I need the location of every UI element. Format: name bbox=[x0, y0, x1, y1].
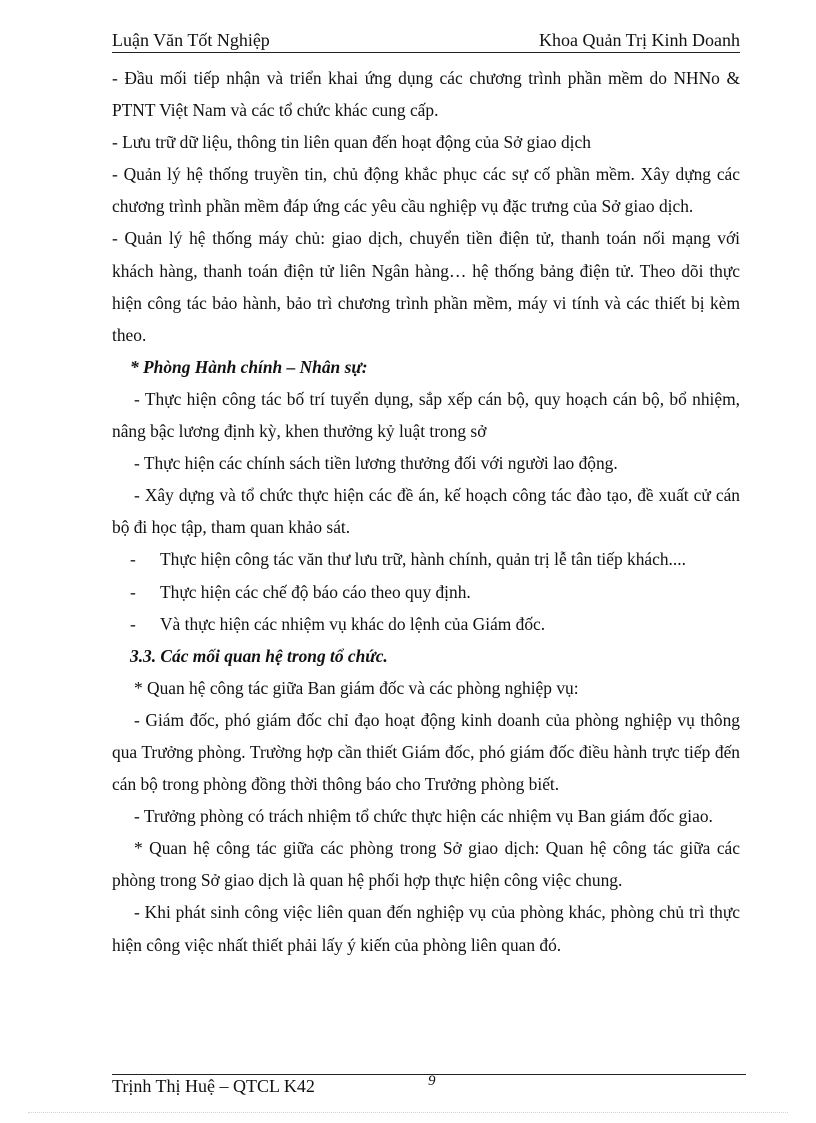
paragraph: - Đầu mối tiếp nhận và triển khai ứng dụng các chương trình phần mềm do NHNo & PTNT Việt Nam và các tổ chức khác cung cấp. bbox=[112, 68, 740, 121]
section-heading-relations bbox=[112, 640, 740, 672]
paragraph: - Thực hiện các chính sách tiền lương thưởng đối với người lao động. bbox=[134, 453, 618, 474]
list-item bbox=[112, 543, 740, 575]
document-body bbox=[112, 62, 740, 961]
list-item bbox=[112, 576, 740, 608]
section-heading-hr-text: * Phòng Hành chính – Nhân sự: bbox=[130, 356, 368, 377]
paragraph: - Quản lý hệ thống máy chủ: giao dịch, chuyển tiền điện tử, thanh toán nối mạng với khách hàng, thanh toán điện tử liên Ngân hàng… hệ thống bảng điện tử. Theo dõi thực hiện công tác bảo hành, bảo trì chương trình phần mềm, máy vi tính và các thiết bị kèm theo. bbox=[112, 228, 740, 345]
page-header bbox=[112, 28, 740, 53]
paragraph: * Quan hệ công tác giữa các phòng trong Sở giao dịch: Quan hệ công tác giữa các phòng trong Sở giao dịch là quan hệ phối hợp thực hiện công việc chung. bbox=[112, 838, 740, 891]
paragraph: * Quan hệ công tác giữa Ban giám đốc và các phòng nghiệp vụ: bbox=[134, 677, 579, 698]
paragraph: - Quản lý hệ thống truyền tin, chủ động khắc phục các sự cố phần mềm. Xây dựng các chương trình phần mềm đáp ứng các yêu cầu nghiệp vụ đặc trưng của Sở giao dịch. bbox=[112, 164, 740, 217]
list-item bbox=[112, 608, 740, 640]
paragraph: - Thực hiện công tác bố trí tuyển dụng, sắp xếp cán bộ, quy hoạch cán bộ, bổ nhiệm, nâng bậc lương định kỳ, khen thưởng kỷ luật trong sở bbox=[112, 388, 740, 442]
page-bottom-divider bbox=[28, 1112, 788, 1113]
paragraph: - Trưởng phòng có trách nhiệm tổ chức thực hiện các nhiệm vụ Ban giám đốc giao. bbox=[134, 806, 713, 827]
list-item-dash: - bbox=[130, 613, 136, 634]
header-right-title: Khoa Quản Trị Kinh Doanh bbox=[539, 30, 740, 50]
page-number: 9 bbox=[428, 1073, 436, 1089]
paragraph: - Giám đốc, phó giám đốc chỉ đạo hoạt động kinh doanh của phòng nghiệp vụ thông qua Trưởng phòng. Trường hợp cần thiết Giám đốc, phó giám đốc điều hành trực tiếp đến cán bộ trong phòng đồng thời thông báo cho Trưởng phòng biết. bbox=[112, 709, 740, 795]
footer-author: Trịnh Thị Huệ – QTCL K42 bbox=[112, 1076, 315, 1096]
paragraph: - Xây dựng và tổ chức thực hiện các đề án, kế hoạch công tác đào tạo, đề xuất cử cán bộ đi học tập, tham quan khảo sát. bbox=[112, 485, 740, 538]
list-item-text: Thực hiện công tác văn thư lưu trữ, hành chính, quản trị lễ tân tiếp khách.... bbox=[160, 549, 686, 570]
paragraph: - Khi phát sinh công việc liên quan đến nghiệp vụ của phòng khác, phòng chủ trì thực hiện công việc nhất thiết phải lấy ý kiến của phòng liên quan đó. bbox=[112, 902, 740, 955]
list-item-dash: - bbox=[130, 549, 136, 570]
section-heading-hr bbox=[112, 351, 740, 383]
section-heading-relations-text: 3.3. Các mối quan hệ trong tổ chức. bbox=[130, 645, 388, 666]
list-item-text: Thực hiện các chế độ báo cáo theo quy định. bbox=[160, 581, 471, 602]
list-item-text: Và thực hiện các nhiệm vụ khác do lệnh của Giám đốc. bbox=[160, 613, 546, 634]
paragraph: - Lưu trữ dữ liệu, thông tin liên quan đến hoạt động của Sở giao dịch bbox=[112, 132, 591, 153]
page-footer bbox=[112, 1074, 746, 1101]
header-left-title: Luận Văn Tốt Nghiệp bbox=[112, 30, 270, 50]
list-item-dash: - bbox=[130, 581, 136, 602]
